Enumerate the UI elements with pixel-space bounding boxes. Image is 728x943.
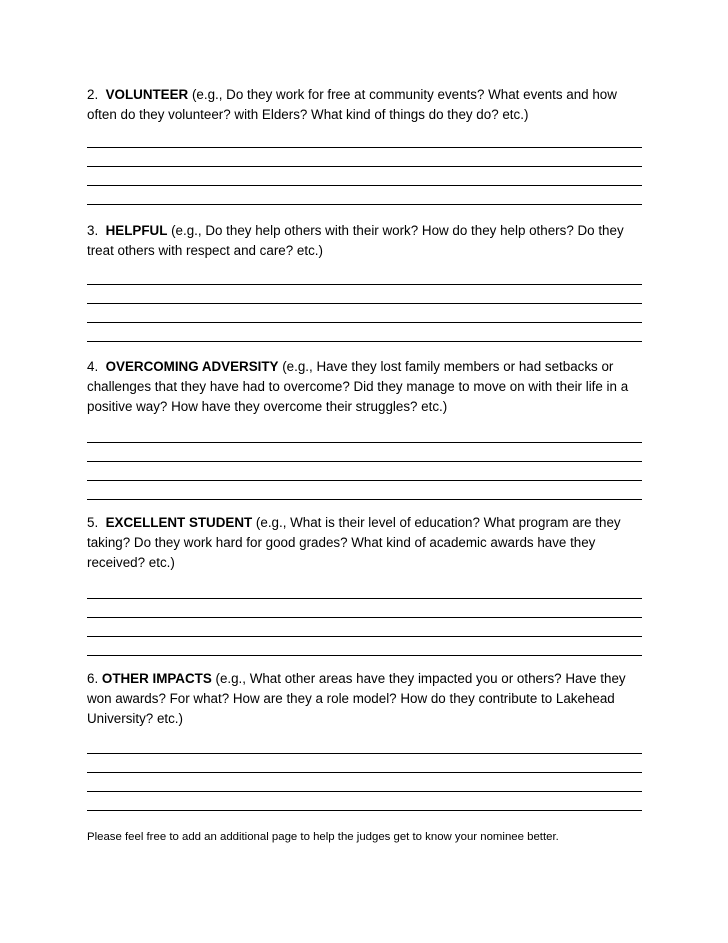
section-title: HELPFUL	[105, 223, 168, 238]
answer-line[interactable]	[87, 499, 642, 500]
section-title: OVERCOMING ADVERSITY	[105, 359, 279, 374]
answer-line[interactable]	[87, 442, 642, 443]
section-overcoming-adversity	[87, 357, 642, 417]
section-description: (e.g., What other areas have they impacted you or others? Have they won awards? For what? How are they a role model? How do they contribute to Lakehead University? etc.)	[87, 671, 626, 726]
section-number: 5.	[87, 515, 99, 530]
answer-line[interactable]	[87, 185, 642, 186]
answer-line[interactable]	[87, 598, 642, 599]
answer-line[interactable]	[87, 617, 642, 618]
section-number: 4.	[87, 359, 99, 374]
section-excellent-student	[87, 513, 642, 573]
answer-line[interactable]	[87, 655, 642, 656]
answer-line[interactable]	[87, 772, 642, 773]
answer-line[interactable]	[87, 810, 642, 811]
answer-line[interactable]	[87, 204, 642, 205]
answer-line[interactable]	[87, 753, 642, 754]
answer-line[interactable]	[87, 303, 642, 304]
section-description: (e.g., What is their level of education? What program are they taking? Do they work hard for good grades? What kind of academic awards have they received? etc.)	[87, 515, 621, 570]
section-helpful	[87, 221, 642, 261]
answer-line[interactable]	[87, 461, 642, 462]
section-volunteer	[87, 85, 642, 125]
answer-line[interactable]	[87, 791, 642, 792]
section-number: 2.	[87, 87, 99, 102]
footer-note: Please feel free to add an additional page to help the judges get to know your nominee better.	[87, 831, 559, 843]
answer-line[interactable]	[87, 147, 642, 148]
section-description: (e.g., Do they work for free at community events? What events and how often do they volunteer? with Elders? What kind of things do they do? etc.)	[87, 87, 617, 122]
section-number: 3.	[87, 223, 99, 238]
answer-line[interactable]	[87, 284, 642, 285]
section-description: (e.g., Have they lost family members or had setbacks or challenges that they have had to overcome? Did they manage to move on with their life in a positive way? How have they overcome their struggles? etc.)	[87, 359, 629, 414]
answer-line[interactable]	[87, 341, 642, 342]
answer-line[interactable]	[87, 166, 642, 167]
section-prompt	[87, 357, 642, 417]
section-other-impacts	[87, 669, 642, 729]
section-title: EXCELLENT STUDENT	[105, 515, 253, 530]
answer-line[interactable]	[87, 636, 642, 637]
section-title: VOLUNTEER	[105, 87, 189, 102]
section-prompt	[87, 513, 642, 573]
section-prompt	[87, 669, 642, 729]
section-description: (e.g., Do they help others with their work? How do they help others? Do they treat others with respect and care? etc.)	[87, 223, 624, 258]
answer-line[interactable]	[87, 322, 642, 323]
answer-line[interactable]	[87, 480, 642, 481]
section-prompt	[87, 85, 642, 125]
section-prompt	[87, 221, 642, 261]
section-title: OTHER IMPACTS	[101, 671, 212, 686]
section-number: 6.	[87, 671, 99, 686]
